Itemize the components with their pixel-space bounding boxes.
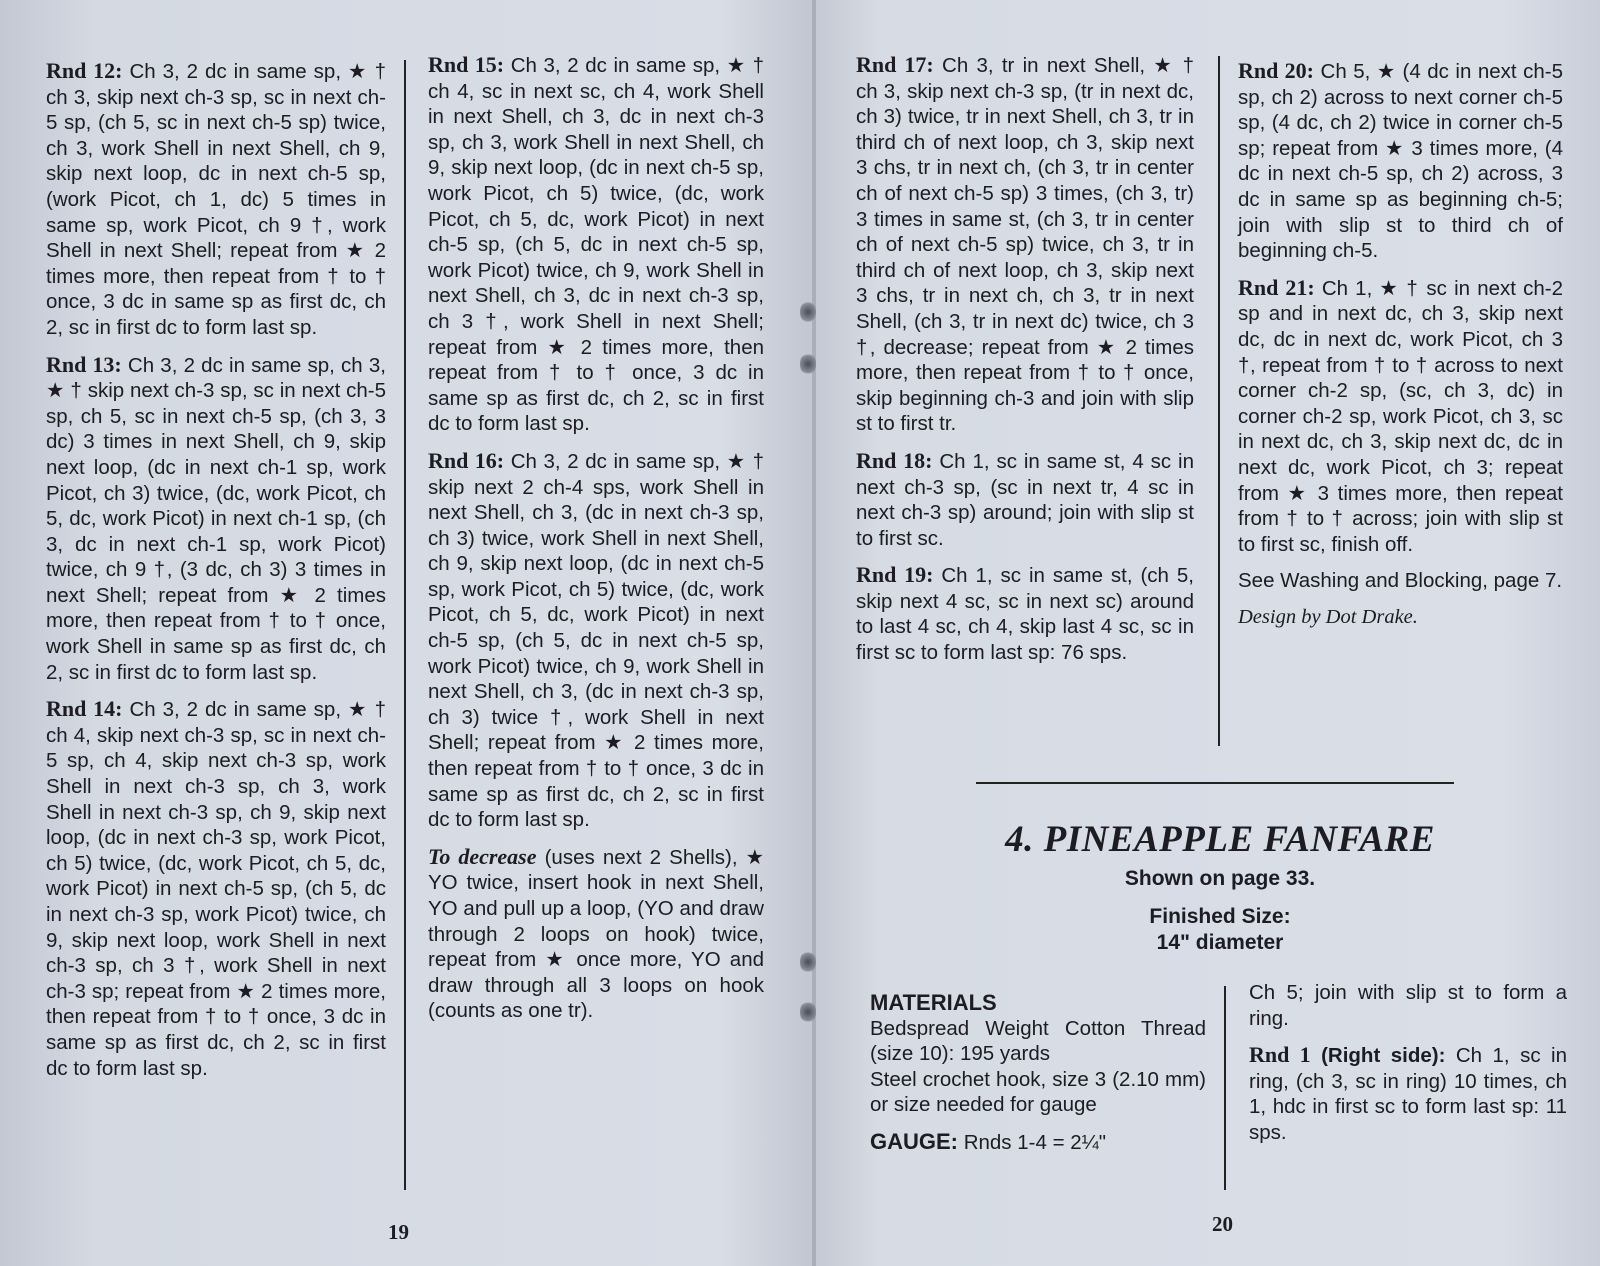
instruction-rnd-19: Rnd 19: Ch 1, sc in same st, (ch 5, skip next 4 sc, sc in next sc) around to last 4 sc, ch 4, skip last 4 sc, sc in first sc to form last sp: 76 sps. <box>856 562 1194 665</box>
finished-size-value: 14" diameter <box>1156 931 1284 954</box>
instruction-rnd-12: Rnd 12: Ch 3, 2 dc in same sp, ★ † ch 3, skip next ch-3 sp, sc in next ch-5 sp, (ch 5, sc in next ch-5 sp) twice, ch 3, work Shell in next Shell, ch 9, skip next loop, dc in next ch-5 sp, (work Picot, ch 1, dc) 5 times in same sp, work Picot, ch 9 †, work Shell in next Shell; repeat from ★ 2 times more, then repeat from † to † once, 3 dc in same sp as first dc, ch 2, sc in first dc to form last sp. <box>46 58 386 339</box>
column-divider <box>404 60 406 1190</box>
instruction-rnd-15: Rnd 15: Ch 3, 2 dc in same sp, ★ † ch 4, sc in next sc, ch 4, work Shell in next Shell, ch 3, dc in next ch-3 sp, ch 3, work Shell in next Shell, ch 9, skip next loop, (dc in next ch-5 sp, work Picot, ch 5) twice, (dc, work Picot, ch 5, dc, work Picot) in next ch-5 sp, (ch 5, dc in next ch-5 sp, work Picot) twice, ch 9, work Shell in next Shell, ch 3, dc in next ch-3 sp, ch 3 †, work Shell in next Shell; repeat from ★ 2 times more, then repeat from † to † once, 3 dc in same sp as first dc, ch 2, sc in first dc to form last sp. <box>428 52 764 436</box>
instruction-rnd-21: Rnd 21: Ch 1, ★ † sc in next ch-2 sp and in next dc, ch 3, skip next dc, dc in next dc, work Picot, ch 3 †, repeat from † to † across to next corner ch-2 sp, (sc, ch 3, dc) in corner ch-2 sp, work Picot, ch 3, sc in next dc, ch 3, skip next dc, dc in next dc, work Picot, ch 3; repeat from ★ 3 times more, then repeat from † to † across; join with slip st to first sc, finish off. <box>1238 274 1563 556</box>
column-divider <box>1218 56 1220 746</box>
staple-hole <box>800 1000 816 1024</box>
materials-heading: MATERIALS <box>870 990 997 1015</box>
washing-note: See Washing and Blocking, page 7. <box>1238 569 1563 593</box>
instruction-rnd-17: Rnd 17: Ch 3, tr in next Shell, ★ † ch 3, skip next ch-3 sp, (tr in next dc, ch 3) twice, tr in next Shell, ch 3, tr in third ch of next loop, ch 3, skip next 3 chs, tr in next ch, (ch 3, tr in center ch of next ch-5 sp) 3 times, (ch 3, tr) 3 times in same st, (ch 3, tr in center ch of next ch-5 sp) twice, ch 3, tr in third ch of next loop, ch 3, skip next 3 chs, tr in next ch, ch 3, tr in next Shell, (ch 3, tr in next dc) twice, ch 3 †, decrease; repeat from ★ 2 times more, then repeat from † to † once, skip beginning ch-3 and join with slip st to first tr. <box>856 52 1194 436</box>
pattern-title: 4. PINEAPPLE FANFARE <box>1005 819 1435 860</box>
section-divider <box>976 782 1454 784</box>
instruction-decrease: To decrease (uses next 2 Shells), ★ YO twice, insert hook in next Shell, YO and pull up a loop, (YO and draw through 2 loops on hook) twice, repeat from ★ once more, YO and draw through all 3 loops on hook (counts as one tr). <box>428 843 764 1023</box>
staple-hole <box>800 300 816 324</box>
materials-hook: Steel crochet hook, size 3 (2.10 mm) or size needed for gauge <box>870 1067 1206 1117</box>
shown-on-page: Shown on page 33. <box>1124 867 1316 890</box>
materials-section <box>870 990 1206 1167</box>
instruction-rnd-18: Rnd 18: Ch 1, sc in same st, 4 sc in next ch-3 sp, (sc in next tr, 4 sc in next ch-3 sp) around; join with slip st to first sc. <box>856 447 1195 550</box>
left-column-2 <box>428 52 764 1035</box>
instruction-rnd-14: Rnd 14: Ch 3, 2 dc in same sp, ★ † ch 4, skip next ch-3 sp, sc in next ch-5 sp, ch 4, skip next ch-3 sp, work Shell in next ch-3 sp, ch 3, work Shell in next ch-3 sp, ch 9, skip next loop, (dc in next ch-3 sp, work Picot, ch 5) twice, (dc, work Picot, ch 5, dc, work Picot) in next ch-5 sp, (ch 5, dc in next ch-3 sp, work Picot) twice, ch 9, skip next loop, work Shell in next ch-3 sp, ch 3 †, work Shell in next ch-3 sp; repeat from ★ 2 times more, then repeat from † to † once, 3 dc in same sp as first dc, ch 2, sc in first dc to form last sp. <box>46 696 386 1080</box>
instruction-rnd-1: Rnd 1 (Right side): Ch 1, sc in ring, (ch 3, sc in ring) 10 times, ch 1, hdc in first sc to form last sp: 11 sps. <box>1249 1042 1567 1144</box>
designer-credit: Design by Dot Drake. <box>1238 605 1418 628</box>
staple-hole <box>800 950 816 974</box>
staple-hole <box>800 352 816 376</box>
materials-thread: Bedspread Weight Cotton Thread (size 10): 195 yards <box>870 1016 1206 1066</box>
book-spine <box>812 0 816 1266</box>
foundation-ring: Ch 5; join with slip st to form a ring. <box>1249 981 1567 1030</box>
pattern-start-section <box>1249 980 1567 1157</box>
instruction-rnd-13: Rnd 13: Ch 3, 2 dc in same sp, ch 3, ★ † skip next ch-3 sp, sc in next ch-5 sp, ch 5, sc in next ch-5 sp, (ch 3, 3 dc) 3 times in next Shell, ch 9, skip next loop, (dc in next ch-1 sp, work Picot, ch 3) twice, (dc, work Picot, ch 5, dc, work Picot) in next ch-1 sp, (ch 3, dc in next ch-1 sp, work Picot) twice, ch 9 †, (3 dc, ch 3) 3 times in next Shell; repeat from ★ 2 times more, then repeat from † to † once, work Shell in same sp as first dc, ch 2, sc in first dc to form last sp. <box>46 351 386 684</box>
right-column-1 <box>856 52 1194 677</box>
right-column-2 <box>1238 58 1563 641</box>
gauge-line: GAUGE: Rnds 1-4 = 2¼" <box>870 1128 1107 1154</box>
column-divider <box>1224 986 1226 1190</box>
finished-size-label: Finished Size: <box>1149 905 1291 928</box>
left-column-1 <box>46 58 386 1092</box>
instruction-rnd-20: Rnd 20: Ch 5, ★ (4 dc in next ch-5 sp, ch 2) across to next corner ch-5 sp, (4 dc, ch 2) twice in corner ch-5 sp; repeat from ★ 3 times more, (4 dc in next ch-5 sp, ch 2) across, 3 dc in same sp as beginning ch-5; join with slip st to third ch of beginning ch-5. <box>1238 58 1564 263</box>
instruction-rnd-16: Rnd 16: Ch 3, 2 dc in same sp, ★ † skip next 2 ch-4 sps, work Shell in next Shell, ch 3, (dc in next ch-3 sp, ch 3) twice, work Shell in next Shell, ch 9, skip next loop, (dc in next ch-5 sp, work Picot, ch 5) twice, (dc, work Picot, ch 5, dc, work Picot) in next ch-5 sp, (ch 5, dc in next ch-5 sp, work Picot) twice, ch 9, work Shell in next Shell, ch 3, (dc in next ch-3 sp, ch 3) twice †, work Shell in next Shell; repeat from ★ 2 times more, then repeat from † to † once, 3 dc in same sp as first dc, ch 2, sc in first dc to form last sp. <box>428 447 764 832</box>
page-number-19: 19 <box>388 1220 409 1244</box>
page-number-20: 20 <box>1212 1212 1233 1236</box>
